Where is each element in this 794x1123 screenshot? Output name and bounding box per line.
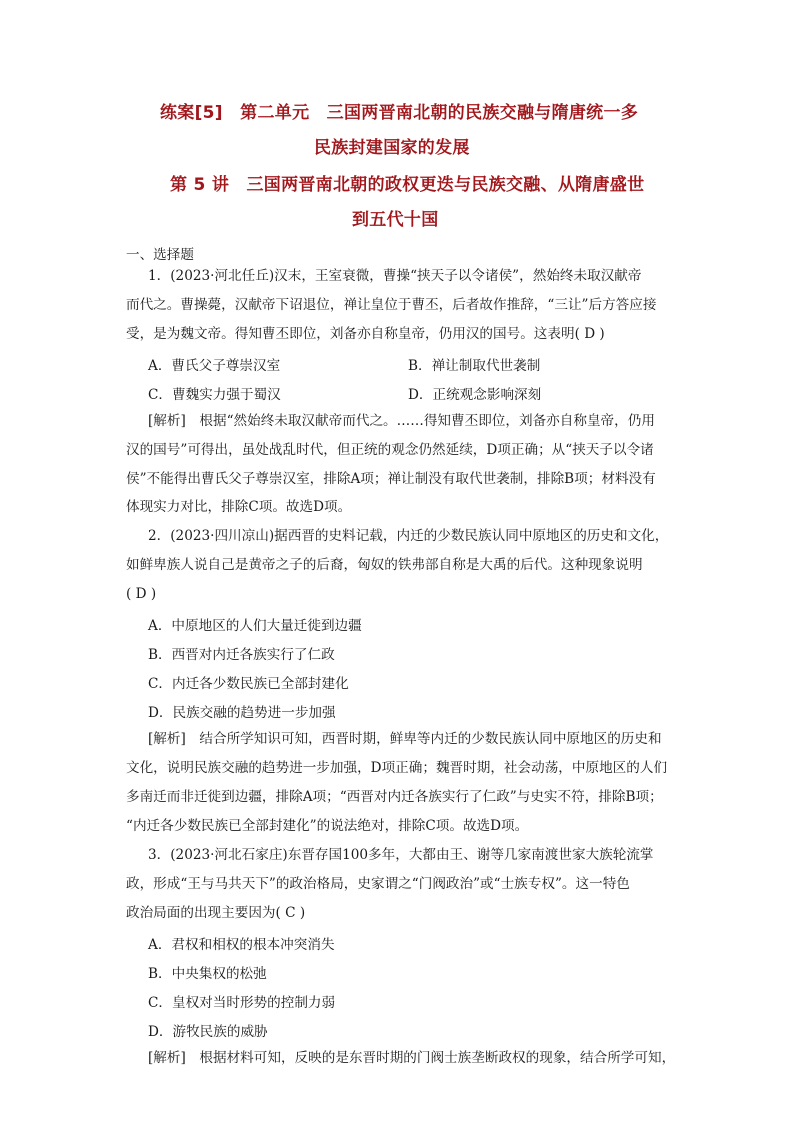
unit-title-line2: 民族封建国家的发展	[314, 138, 470, 158]
question-3-option-b: B．中央集权的松弛	[148, 966, 267, 982]
question-1-line-3: 受，是为魏文帝。得知曹丕即位，刘备亦自称皇帝，仍用汉的国号。这表明( D )	[126, 326, 605, 342]
question-2-option-b: B．西晋对内迁各族实行了仁政	[148, 647, 335, 663]
question-3-analysis-line-1: [解析] 根据材料可知，反映的是东晋时期的门阀士族垄断政权的现象，结合所学可知，	[148, 1050, 676, 1066]
question-3-line-1: 3．(2023·河北石家庄)东晋存国100多年，大都由王、谢等几家南渡世家大族轮流掌	[148, 847, 654, 863]
question-1-option-c: C．曹魏实力强于蜀汉	[148, 387, 281, 403]
lesson-title-line2: 到五代十国	[352, 210, 439, 230]
question-2-analysis-line-1: [解析] 结合所学知识可知，西晋时期，鲜卑等内迁的少数民族认同中原地区的历史和	[148, 731, 662, 747]
question-2-option-c: C．内迁各少数民族已全部封建化	[148, 676, 349, 692]
question-1-analysis-line-1: [解析] 根据“然始终未取汉献帝而代之。……得知曹丕即位，刘备亦自称皇帝，仍用	[148, 413, 655, 429]
question-2-line-1: 2．(2023·四川凉山)据西晋的史料记载，内迁的少数民族认同中原地区的历史和文化，	[148, 528, 669, 544]
lesson-title-line1: 第 5 讲 三国两晋南北朝的政权更迭与民族交融、从隋唐盛世	[170, 175, 645, 195]
question-2-option-d: D．民族交融的趋势进一步加强	[148, 705, 336, 721]
question-2-option-a: A．中原地区的人们大量迁徙到边疆	[148, 618, 362, 634]
question-3-option-d: D．游牧民族的威胁	[148, 1024, 268, 1040]
question-1-line-2: 而代之。曹操薨，汉献帝下诏退位，禅让皇位于曹丕，后者故作推辞，“三让”后方答应接	[126, 297, 657, 313]
question-1-analysis-line-3: 侯”不能得出曹氏父子尊崇汉室，排除A项；禅让制没有取代世袭制，排除B项；材料没有	[126, 471, 656, 487]
question-1-analysis-line-2: 汉的国号”可得出，虽处战乱时代，但正统的观念仍然延续，D项正确；从“挟天子以令诸	[126, 442, 654, 458]
question-1-option-d: D．正统观念影响深刻	[408, 387, 542, 403]
question-3-option-c: C．皇权对当时形势的控制力弱	[148, 995, 336, 1011]
question-2-analysis-line-3: 多南迁而非迁徙到边疆，排除A项；“西晋对内迁各族实行了仁政”与史实不符，排除B项；	[126, 789, 663, 805]
question-2-analysis-line-4: “内迁各少数民族已全部封建化”的说法绝对，排除C项。故选D项。	[126, 818, 529, 834]
question-3-line-3: 政治局面的出现主要因为( C )	[126, 905, 306, 921]
unit-title-line1: 练案[5] 第二单元 三国两晋南北朝的民族交融与隋唐统一多	[160, 103, 639, 123]
question-3-line-2: 政，形成“王与马共天下”的政治格局，史家谓之“门阀政治”或“士族专权”。这一特色	[126, 876, 630, 892]
question-2-line-3: ( D )	[126, 586, 157, 602]
question-1-option-a: A．曹氏父子尊崇汉室	[148, 358, 281, 374]
question-1-line-1: 1．(2023·河北任丘)汉末，王室衰微，曹操“挟天子以令诸侯”，然始终未取汉献帝	[148, 268, 642, 284]
question-2-analysis-line-2: 文化，说明民族交融的趋势进一步加强，D项正确；魏晋时期，社会动荡，中原地区的人们	[126, 760, 668, 776]
question-2-line-2: 如鲜卑族人说自己是黄帝之子的后裔，匈奴的铁弗部自称是大禹的后代。这种现象说明	[126, 557, 643, 573]
question-1-analysis-line-4: 体现实力对比，排除C项。故选D项。	[126, 499, 352, 515]
question-3-option-a: A．君权和相权的根本冲突消失	[148, 937, 335, 953]
section-heading: 一、选择题	[126, 247, 194, 263]
question-1-option-b: B．禅让制取代世袭制	[408, 358, 541, 374]
